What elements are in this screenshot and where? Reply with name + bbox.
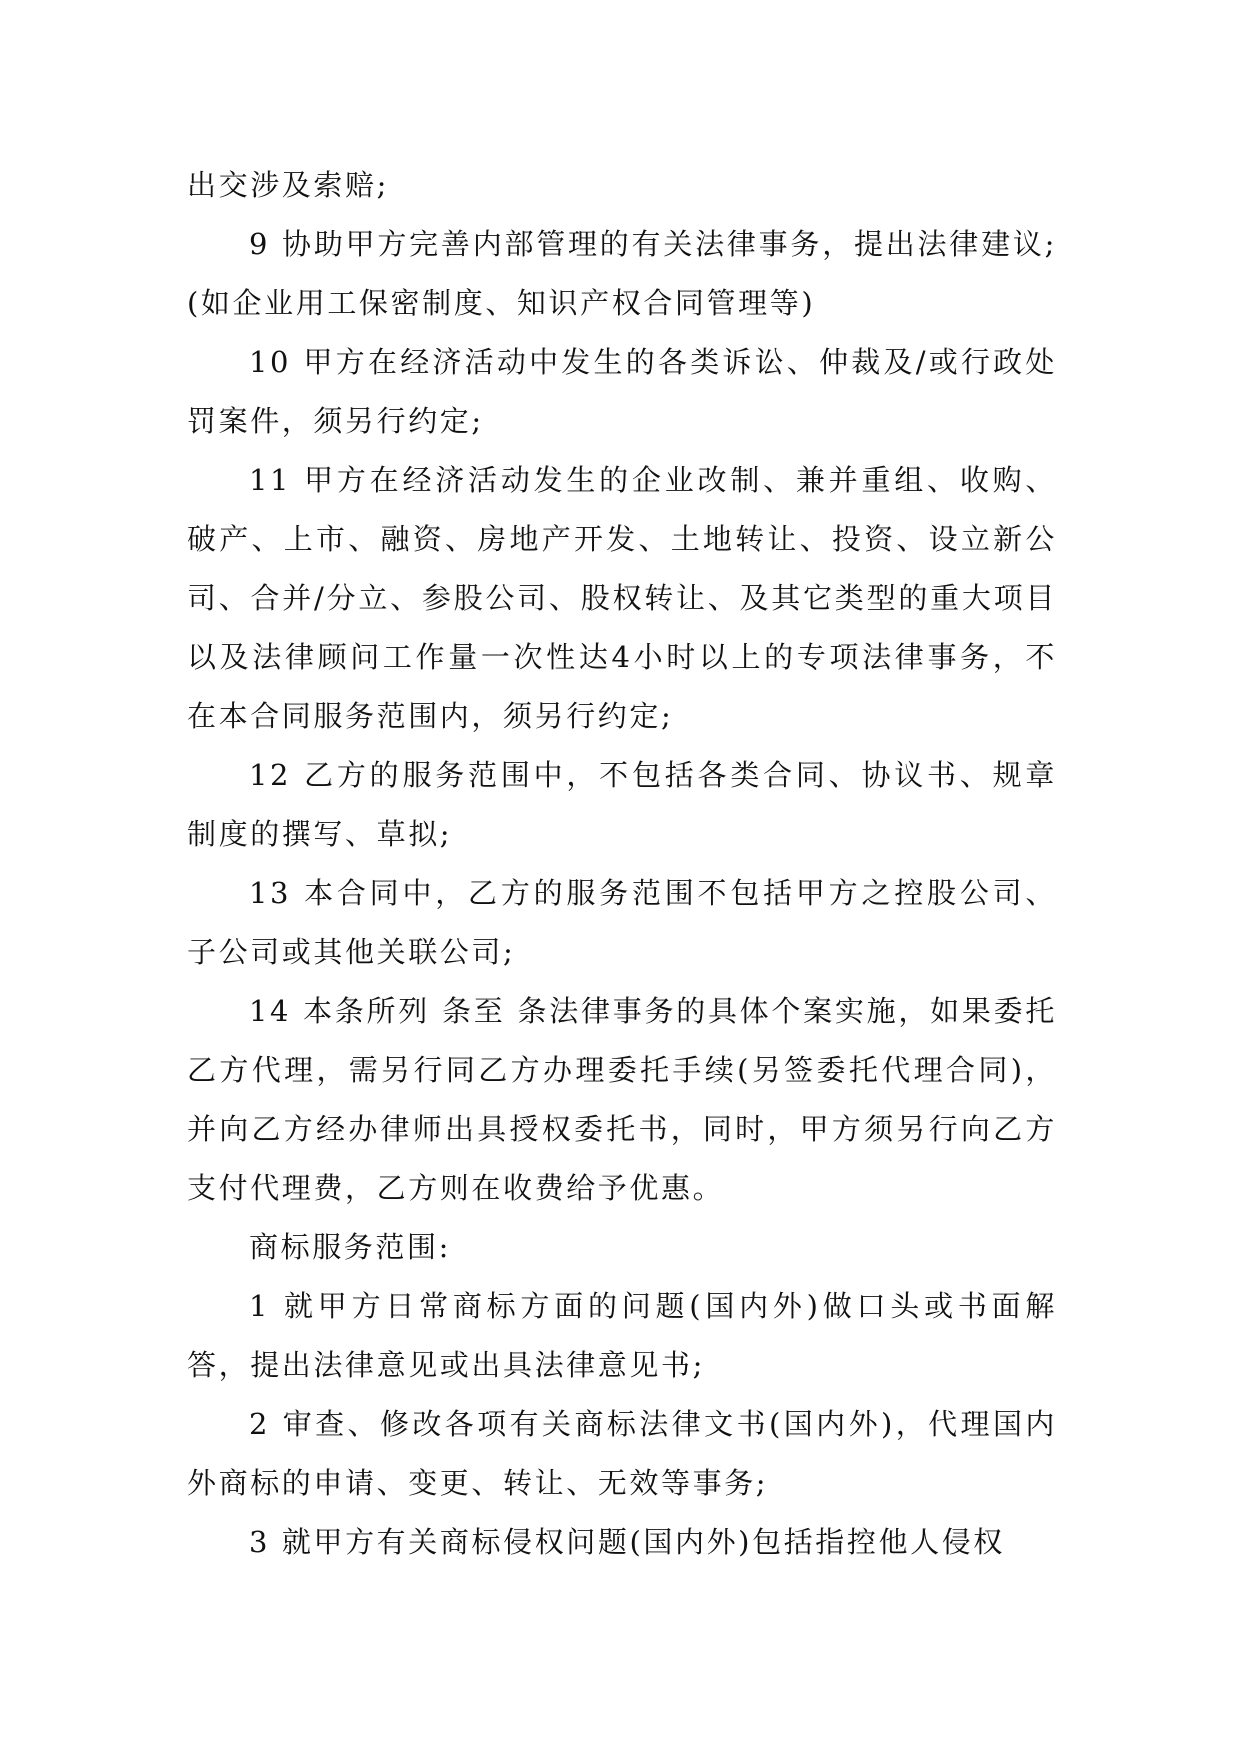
paragraph-item-11: 11 甲方在经济活动发生的企业改制、兼并重组、收购、破产、上市、融资、房地产开发、土地转让、投资、设立新公司、合并/分立、参股公司、股权转让、及其它类型的重大项目以及法律顾问工作量一次性达4小时以上的专项法律事务，不在本合同服务范围内，须另行约定;	[187, 463, 1057, 733]
document-body	[187, 156, 1057, 1572]
paragraph-item-12: 12 乙方的服务范围中，不包括各类合同、协议书、规章制度的撰写、草拟;	[187, 758, 1057, 851]
paragraph-item-9: 9 协助甲方完善内部管理的有关法律事务，提出法律建议;(如企业用工保密制度、知识产权合同管理等)	[187, 227, 1057, 320]
paragraph-trademark-item-1: 1 就甲方日常商标方面的问题(国内外)做口头或书面解答，提出法律意见或出具法律意见书;	[187, 1289, 1057, 1382]
paragraph-continuation: 出交涉及索赔;	[187, 168, 389, 202]
paragraph-trademark-item-2: 2 审查、修改各项有关商标法律文书(国内外)，代理国内外商标的申请、变更、转让、无效等事务;	[187, 1407, 1057, 1500]
section-heading-trademark-scope: 商标服务范围:	[249, 1230, 451, 1264]
paragraph-item-13: 13 本合同中，乙方的服务范围不包括甲方之控股公司、子公司或其他关联公司;	[187, 876, 1057, 969]
paragraph-trademark-item-3: 3 就甲方有关商标侵权问题(国内外)包括指控他人侵权	[249, 1525, 1005, 1559]
paragraph-item-14: 14 本条所列 条至 条法律事务的具体个案实施，如果委托乙方代理，需另行同乙方办理委托手续(另签委托代理合同)，并向乙方经办律师出具授权委托书，同时，甲方须另行向乙方支付代理费，乙方则在收费给予优惠。	[187, 994, 1057, 1205]
paragraph-item-10: 10 甲方在经济活动中发生的各类诉讼、仲裁及/或行政处罚案件，须另行约定;	[187, 345, 1057, 438]
